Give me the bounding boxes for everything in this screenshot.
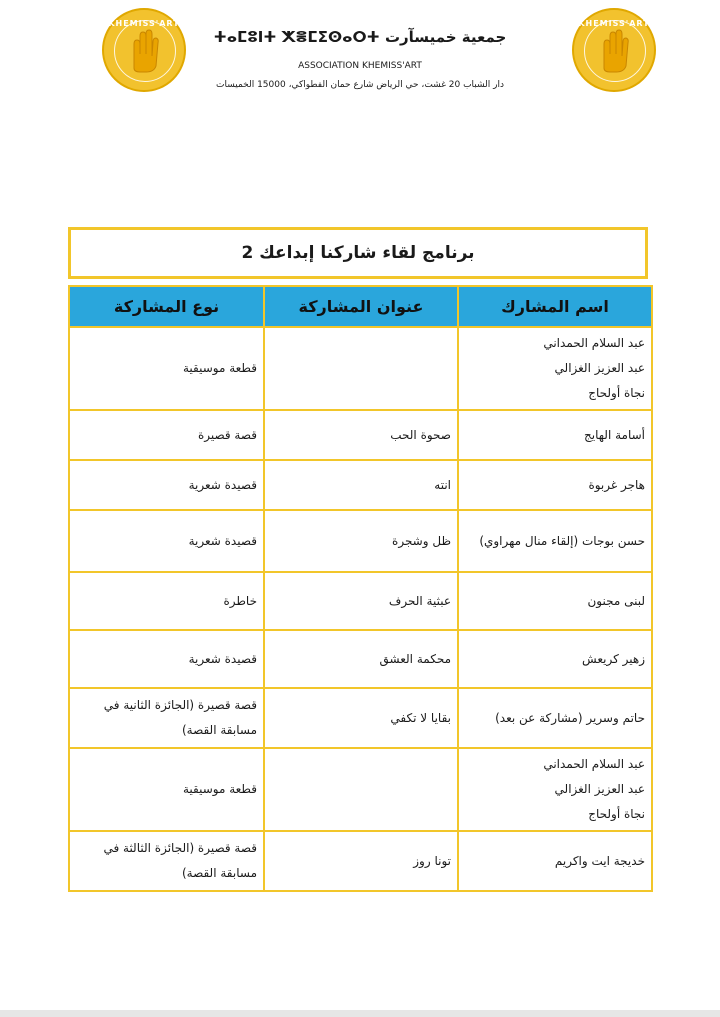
table-row: [69, 510, 652, 572]
participant-name: أسامة الهايج: [584, 427, 645, 442]
header-participation-type: نوع المشاركة: [69, 286, 264, 327]
logo-text: KHEMISS'ART: [108, 19, 180, 28]
participation-title: محكمة العشق: [264, 630, 458, 688]
participant-name-cell: [458, 572, 652, 630]
participant-name: نجاة أولحاج: [588, 807, 645, 821]
participant-name-cell: [458, 831, 652, 891]
table-header-row: [69, 286, 652, 327]
association-name-latin: ASSOCIATION KHEMISS'ART: [298, 61, 422, 71]
table-row: [69, 460, 652, 510]
header-participant-name: اسم المشارك: [458, 286, 652, 327]
participation-type: قصة قصيرة (الجائزة الثانية في مسابقة القصة): [69, 688, 264, 748]
table-row: [69, 688, 652, 748]
participation-title: [264, 327, 458, 410]
participant-name-cell: [458, 630, 652, 688]
participant-name: عبد العزيز الغزالي: [554, 782, 645, 796]
participant-name-cell: [458, 460, 652, 510]
participation-type: خاطرة: [69, 572, 264, 630]
participant-name: عبد السلام الحمداني: [543, 757, 645, 771]
participation-type: قصيدة شعرية: [69, 460, 264, 510]
participation-title: عبثية الحرف: [264, 572, 458, 630]
logo-text: KHEMISS'ART: [578, 19, 650, 28]
participation-title: انته: [264, 460, 458, 510]
participant-name: زهير كريعش: [582, 651, 645, 666]
participation-type: قطعة موسيقية: [69, 327, 264, 410]
table-row: [69, 630, 652, 688]
participation-title: ظل وشجرة: [264, 510, 458, 572]
association-logo-right: [572, 8, 656, 92]
participant-name: حسن بوجات (إلقاء منال مهراوي): [479, 533, 645, 548]
participation-title: بقايا لا تكفي: [264, 688, 458, 748]
table-row: [69, 327, 652, 410]
participant-name-cell: [458, 510, 652, 572]
participation-type: قصيدة شعرية: [69, 510, 264, 572]
participation-type: قصيدة شعرية: [69, 630, 264, 688]
table-row: [69, 831, 652, 891]
participation-title: صحوة الحب: [264, 410, 458, 460]
table-row: [69, 572, 652, 630]
participation-title: [264, 748, 458, 831]
association-name-arabic: جمعية خميسآرت: [384, 28, 507, 46]
participant-name-cell: [458, 327, 652, 410]
program-table: [68, 285, 653, 892]
table-row: [69, 410, 652, 460]
participant-name: عبد العزيز الغزالي: [554, 361, 645, 375]
participant-name: عبد السلام الحمداني: [543, 336, 645, 350]
table-row: [69, 748, 652, 831]
association-address: دار الشباب 20 غشت، حي الرياض شارع حمان الفطواكي، 15000 الخميسات: [216, 80, 504, 90]
participation-type: قطعة موسيقية: [69, 748, 264, 831]
participant-name: نجاة أولحاج: [588, 386, 645, 400]
participant-name-cell: [458, 688, 652, 748]
association-name: [200, 28, 520, 46]
participant-name: لبنى مجنون: [587, 593, 645, 608]
participation-type: قصة قصيرة: [69, 410, 264, 460]
page-bottom-edge: [0, 1010, 720, 1017]
participant-name-cell: [458, 410, 652, 460]
participation-type: قصة قصيرة (الجائزة الثالثة في مسابقة القصة): [69, 831, 264, 891]
association-name-tifinagh: ⵜⴰⵎⵓⵏⵜ ⵅⴻⵎⵉⵙⴰⵔⵜ: [213, 28, 380, 46]
header-participation-title: عنوان المشاركة: [264, 286, 458, 327]
participant-name: هاجر غربوة: [588, 477, 645, 492]
participant-name-cell: [458, 748, 652, 831]
participant-name: خديجة ايت واكريم: [554, 853, 645, 868]
participation-title: تونا روز: [264, 831, 458, 891]
participant-name: حاتم وسرير (مشاركة عن بعد): [495, 710, 645, 725]
program-title: برنامج لقاء شاركنا إبداعك 2: [241, 243, 475, 263]
program-title-box: [68, 227, 648, 279]
